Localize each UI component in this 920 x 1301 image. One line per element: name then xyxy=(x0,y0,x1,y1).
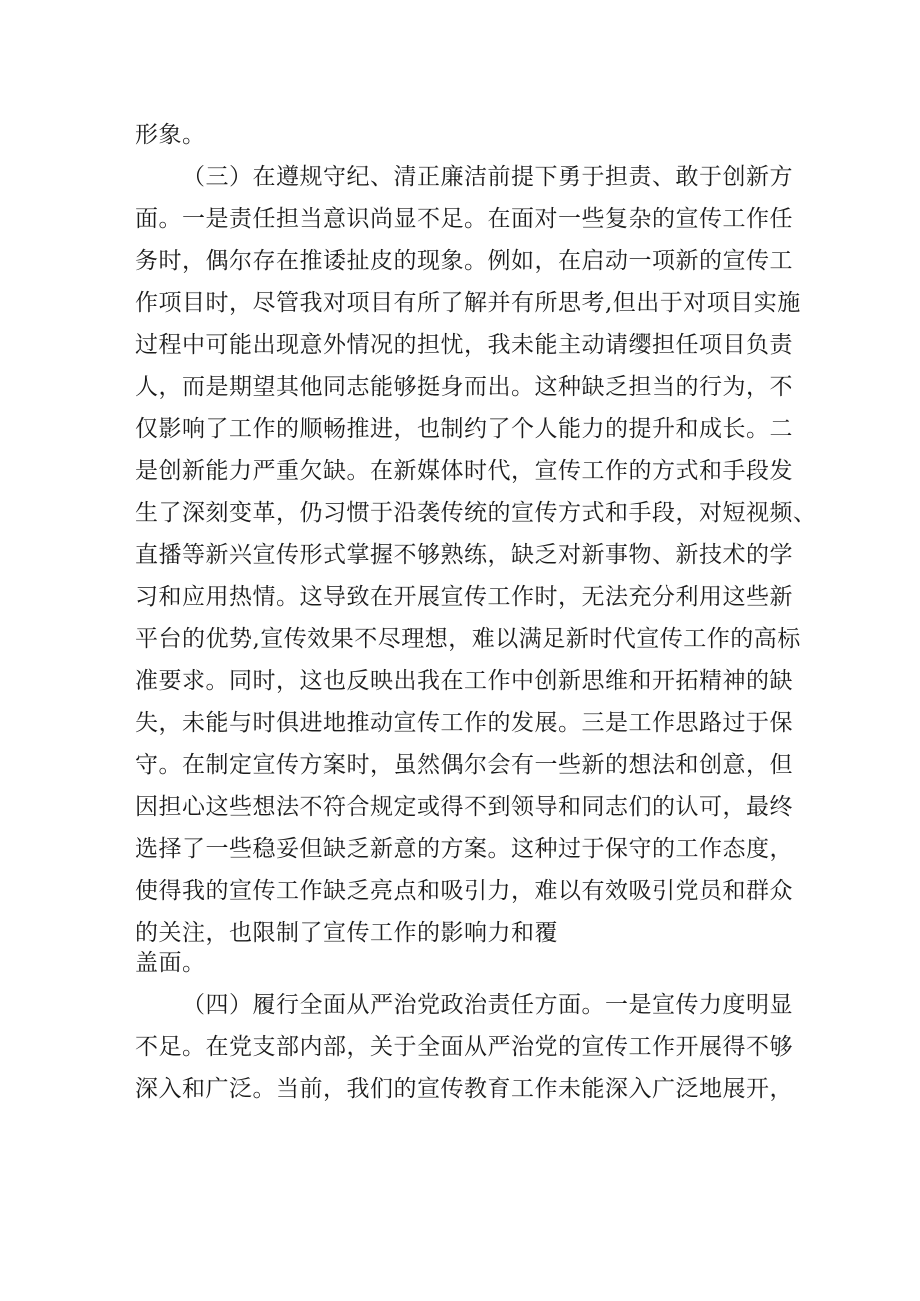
text-line: 的关注，也限制了宣传工作的影响力和覆 xyxy=(135,920,558,946)
text-line: 深入和广泛。当前，我们的宣传教育工作未能深入广泛地展开， xyxy=(135,1076,793,1102)
text-line: 准要求。同时，这也反映出我在工作中创新思维和开拓精神的缺 xyxy=(135,668,793,694)
text-line: 守。在制定宣传方案时，虽然偶尔会有一些新的想法和创意，但 xyxy=(135,752,793,778)
text-line: 选择了一些稳妥但缺乏新意的方案。这种过于保守的工作态度， xyxy=(135,836,793,862)
text-line: 直播等新兴宣传形式掌握不够熟练，缺乏对新事物、新技术的学 xyxy=(135,542,793,568)
text-line: 失，未能与时俱进地推动宣传工作的发展。三是工作思路过于保 xyxy=(135,710,793,736)
text-line: 使得我的宣传工作缺乏亮点和吸引力，难以有效吸引党员和群众 xyxy=(135,878,793,904)
text-line: 面。一是责任担当意识尚显不足。在面对一些复杂的宣传工作任 xyxy=(135,206,793,232)
text-line: 习和应用热情。这导致在开展宣传工作时，无法充分利用这些新 xyxy=(135,584,793,610)
text-line: 生了深刻变革，仍习惯于沿袭传统的宣传方式和手段，对短视频、 xyxy=(135,500,817,526)
text-line: 因担心这些想法不符合规定或得不到领导和同志们的认可，最终 xyxy=(135,794,793,820)
text-line: 过程中可能出现意外情况的担忧，我未能主动请缨担任项目负责 xyxy=(135,332,793,358)
text-line: 仅影响了工作的顺畅推进，也制约了个人能力的提升和成长。二 xyxy=(135,416,793,442)
text-line: 形象。 xyxy=(135,122,206,148)
text-line: 是创新能力严重欠缺。在新媒体时代，宣传工作的方式和手段发 xyxy=(135,458,793,484)
text-line: 不足。在党支部内部，关于全面从严治党的宣传工作开展得不够 xyxy=(135,1034,793,1060)
text-line: 平台的优势,宣传效果不尽理想，难以满足新时代宣传工作的高标 xyxy=(135,626,801,652)
text-line: 人，而是期望其他同志能够挺身而出。这种缺乏担当的行为，不 xyxy=(135,374,793,400)
text-line: 务时，偶尔存在推诿扯皮的现象。例如，在启动一项新的宣传工 xyxy=(135,248,793,274)
text-line: 盖面。 xyxy=(135,950,206,976)
section-heading-4: （四）履行全面从严治党政治责任方面。一是宣传力度明显 xyxy=(182,992,793,1018)
text-line: 作项目时，尽管我对项目有所了解并有所思考,但出于对项目实施 xyxy=(135,290,801,316)
section-heading-3: （三）在遵规守纪、清正廉洁前提下勇于担责、敢于创新方 xyxy=(182,164,793,190)
